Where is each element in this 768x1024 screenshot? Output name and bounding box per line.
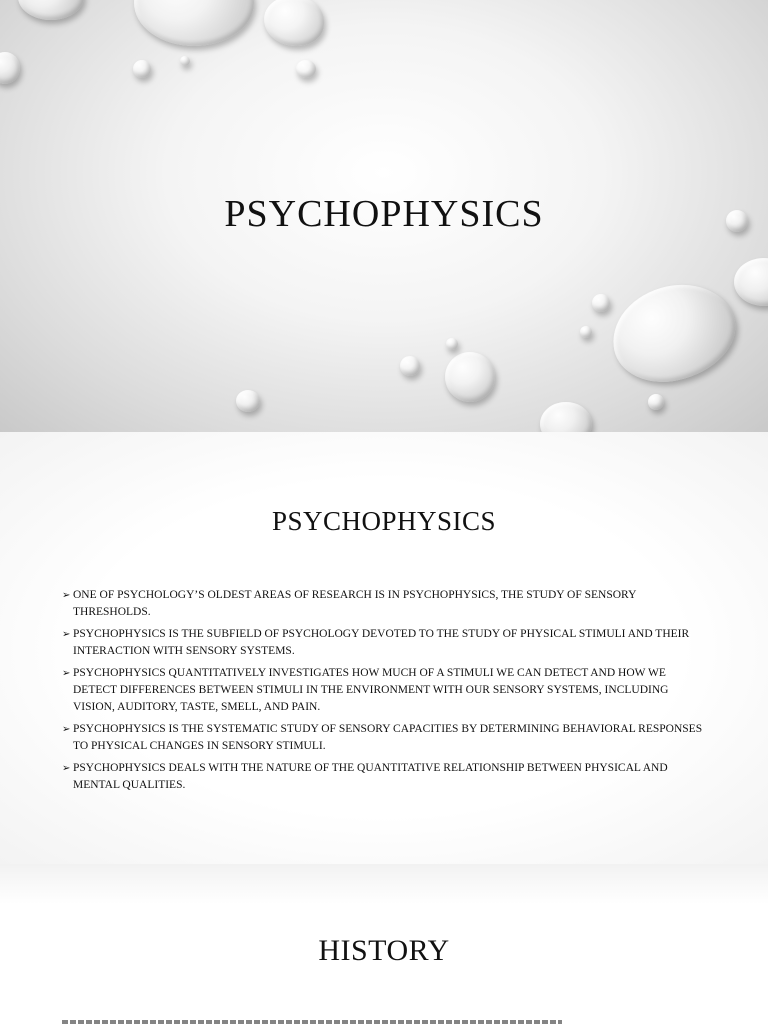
bullet-item xyxy=(62,760,712,794)
water-drop-image xyxy=(446,338,458,350)
arrow-bullet-icon: ➢ xyxy=(62,668,71,679)
water-drop-image xyxy=(648,394,664,410)
arrow-bullet-icon: ➢ xyxy=(62,590,71,601)
water-drop-image xyxy=(296,60,316,78)
bullet-item xyxy=(62,626,712,660)
content-slide xyxy=(0,432,768,864)
bullet-item xyxy=(62,587,712,621)
slide-title: PSYCHOPHYSICS xyxy=(224,193,544,235)
slide-heading: PSYCHOPHYSICS xyxy=(271,506,497,536)
water-drop-image xyxy=(133,60,151,78)
water-drop-image xyxy=(236,390,260,412)
bullet-text: PSYCHOPHYSICS DEALS WITH THE NATURE OF THE QUANTITATIVE RELATIONSHIP BETWEEN PHYSICAL AND MENTAL QUALITIES. xyxy=(73,762,668,791)
arrow-bullet-icon: ➢ xyxy=(62,763,71,774)
bullet-text: PSYCHOPHYSICS IS THE SYSTEMATIC STUDY OF SENSORY CAPACITIES BY DETERMINING BEHAVIORAL RESPONSES TO PHYSICAL CHANGES IN SENSORY STIMULI. xyxy=(73,723,703,752)
water-drop-image xyxy=(734,258,768,306)
water-drop-image xyxy=(445,352,495,402)
title-slide xyxy=(0,0,768,432)
arrow-bullet-icon: ➢ xyxy=(62,724,71,735)
water-drop-image xyxy=(180,56,190,66)
bullet-list xyxy=(62,587,712,799)
bullet-text: PSYCHOPHYSICS QUANTITATIVELY INVESTIGATES HOW MUCH OF A STIMULI WE CAN DETECT AND HOW WE DETECT DIFFERENCES BETWEEN STIMULI IN THE ENVIRONMENT WITH OUR SENSORY SYSTEMS, INCLUDING VISION, AUDITORY, TASTE, SMELL, AND PAIN. xyxy=(73,667,669,713)
water-drop-image xyxy=(134,0,254,46)
bullet-item xyxy=(62,721,712,755)
history-slide xyxy=(0,864,768,1024)
bullet-item xyxy=(62,665,712,716)
water-drop-image xyxy=(604,274,745,392)
bullet-text: ONE OF PSYCHOLOGY’S OLDEST AREAS OF RESEARCH IS IN PSYCHOPHYSICS, THE STUDY OF SENSORY THRESHOLDS. xyxy=(73,589,636,618)
water-drop-image xyxy=(592,294,610,312)
water-drop-image xyxy=(540,402,592,432)
slide-heading: HISTORY xyxy=(318,934,450,967)
arrow-bullet-icon: ➢ xyxy=(62,629,71,640)
bullet-text: PSYCHOPHYSICS IS THE SUBFIELD OF PSYCHOLOGY DEVOTED TO THE STUDY OF PHYSICAL STIMULI AND THEIR INTERACTION WITH SENSORY SYSTEMS. xyxy=(73,628,690,657)
water-drop-image xyxy=(400,356,420,376)
water-drop-image xyxy=(580,326,592,338)
clipped-text-line xyxy=(62,1014,562,1024)
water-drop-image xyxy=(0,52,20,84)
water-drop-image xyxy=(264,0,324,46)
water-drop-image xyxy=(18,0,84,20)
